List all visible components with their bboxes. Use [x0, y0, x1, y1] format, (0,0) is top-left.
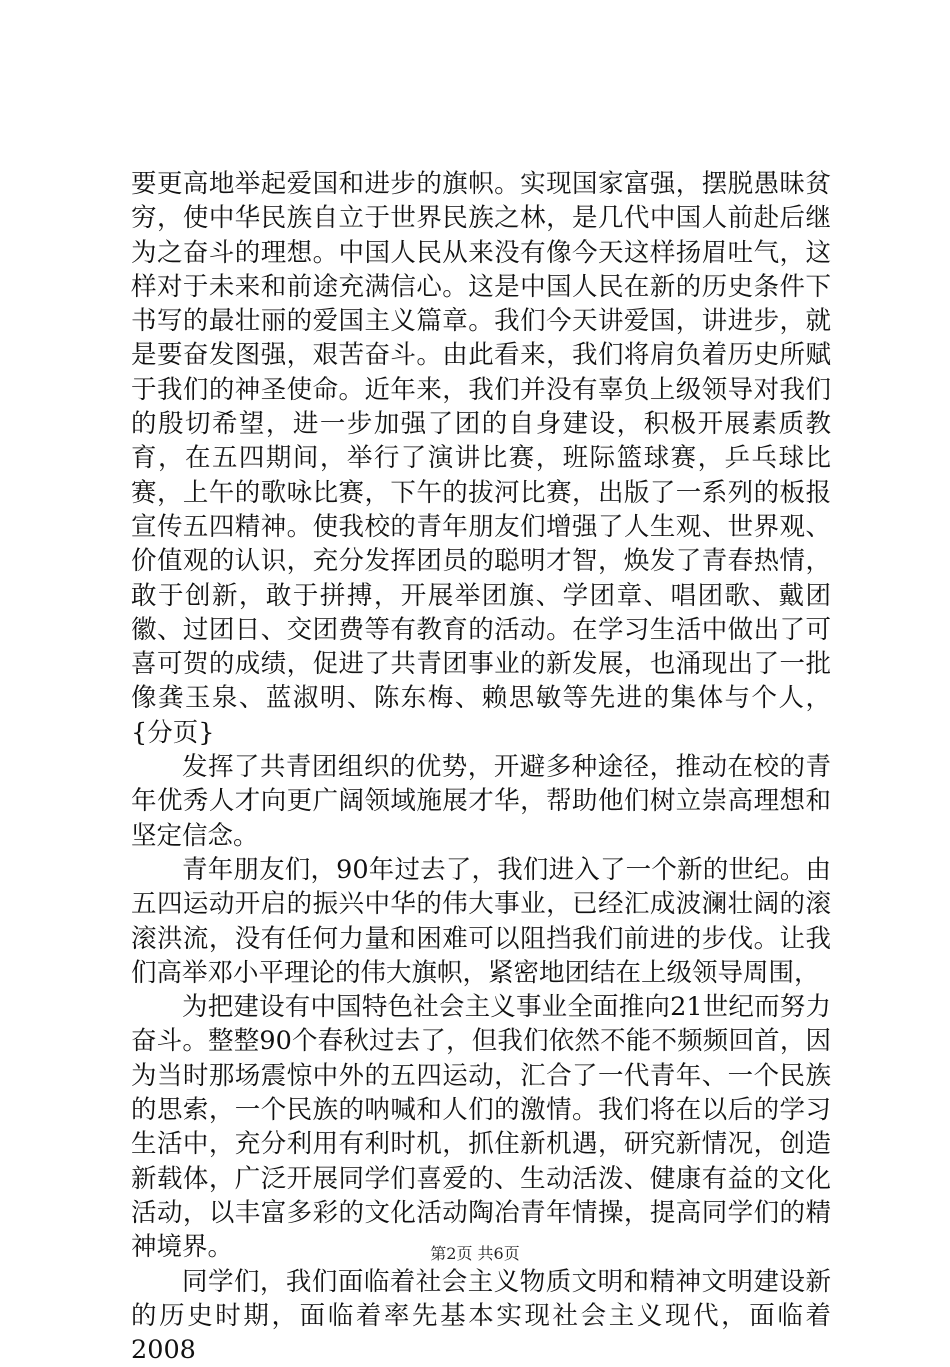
paragraph-4: 为把建设有中国特色社会主义事业全面推向21世纪而努力奋斗。整整90个春秋过去了，但我们依然不能不频频回首，因为当时那场震惊中外的五四运动，汇合了一代青年、一个民族的思索，一个民族的呐喊和人们的激情。我们将在以后的学习生活中，充分利用有利时机，抓住新机遇，研究新情况，创造新载体，广泛开展同学们喜爱的、生动活泼、健康有益的文化活动，以丰富多彩的文化活动陶冶青年情操，提高同学们的精神境界。	[131, 990, 831, 1264]
paragraph-3: 青年朋友们，90年过去了，我们进入了一个新的世纪。由五四运动开启的振兴中华的伟大事业，已经汇成波澜壮阔的滚滚洪流，没有任何力量和困难可以阻挡我们前进的步伐。让我们高举邓小平理论的伟大旗帜，紧密地团结在上级领导周围，	[131, 853, 831, 990]
paragraph-5: 同学们，我们面临着社会主义物质文明和精神文明建设新的历史时期，面临着率先基本实现社会主义现代，面临着2008	[131, 1265, 831, 1367]
page-footer: 第2页 共6页	[0, 1244, 950, 1264]
document-body	[131, 167, 831, 1367]
paragraph-2: 发挥了共青团组织的优势，开避多种途径，推动在校的青年优秀人才向更广阔领域施展才华，帮助他们树立崇高理想和坚定信念。	[131, 750, 831, 853]
paragraph-1: 要更高地举起爱国和进步的旗帜。实现国家富强，摆脱愚昧贫穷，使中华民族自立于世界民族之林，是几代中国人前赴后继为之奋斗的理想。中国人民从来没有像今天这样扬眉吐气，这样对于未来和前途充满信心。这是中国人民在新的历史条件下书写的最壮丽的爱国主义篇章。我们今天讲爱国，讲进步，就是要奋发图强，艰苦奋斗。由此看来，我们将肩负着历史所赋于我们的神圣使命。近年来，我们并没有辜负上级领导对我们的殷切希望，进一步加强了团的自身建设，积极开展素质教育，在五四期间，举行了演讲比赛，班际篮球赛，乒乓球比赛，上午的歌咏比赛，下午的拔河比赛，出版了一系列的板报宣传五四精神。使我校的青年朋友们增强了人生观、世界观、价值观的认识，充分发挥团员的聪明才智，焕发了青春热情，敢于创新，敢于拼搏，开展举团旗、学团章、唱团歌、戴团徽、过团日、交团费等有教育的活动。在学习生活中做出了可喜可贺的成绩，促进了共青团事业的新发展，也涌现出了一批像龚玉泉、蓝淑明、陈东梅、赖思敏等先进的集体与个人，{分页}	[131, 167, 831, 750]
